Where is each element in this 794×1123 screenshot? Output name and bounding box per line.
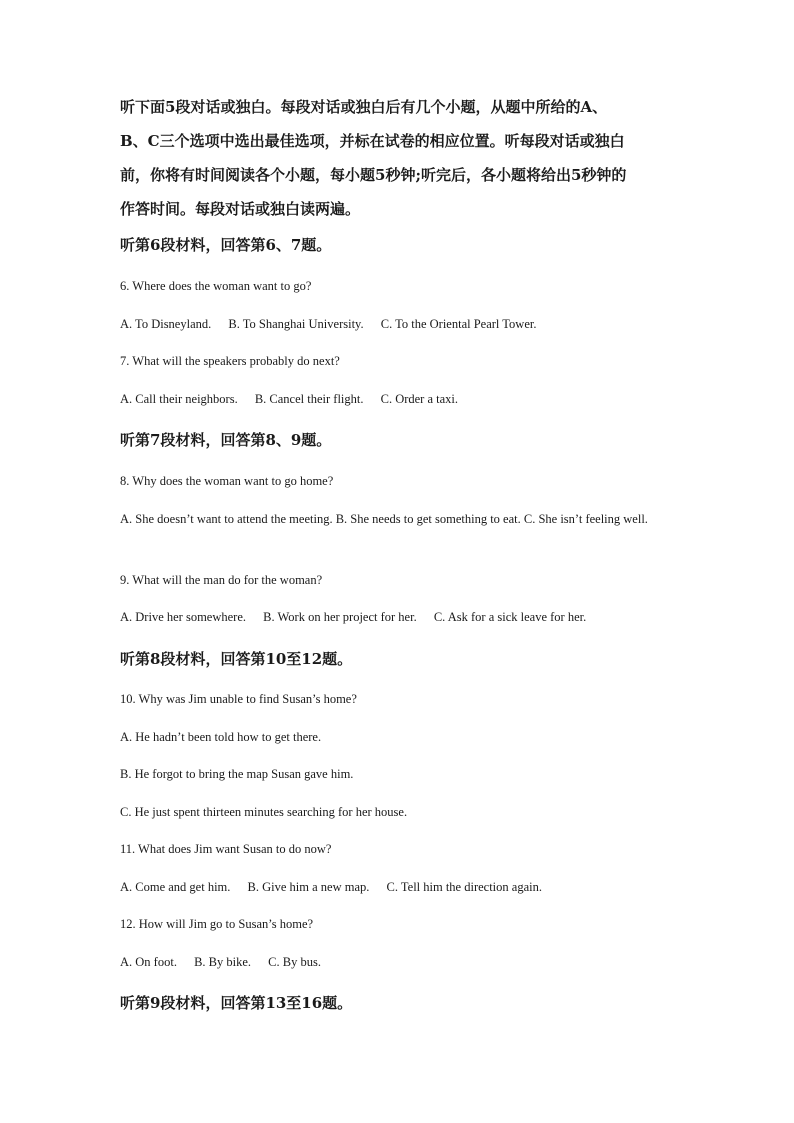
option-c: C. Tell him the direction again. — [386, 880, 542, 894]
question-11-options — [120, 880, 680, 895]
question-9-options — [120, 610, 680, 625]
option-b: B. Cancel their flight. — [254, 392, 364, 406]
question-12-options — [120, 955, 680, 970]
instructions-line-4: 作答时间。每段对话或独白读两遍。 — [120, 200, 361, 218]
option-b: B. Work on her project for her. — [263, 610, 417, 624]
option-c: C. By bus. — [268, 955, 321, 969]
section-heading-6: 听第6段材料，回答第6、7题。 — [120, 236, 332, 254]
question-7-stem: 7. What will the speakers probably do next? — [120, 354, 340, 368]
section-heading-9: 听第9段材料，回答第13至16题。 — [120, 994, 353, 1012]
question-8-options: A. She doesn’t want to attend the meeting. B. She needs to get something to eat. C. She isn’t feeling well. — [120, 512, 648, 526]
option-a: A. Call their neighbors. — [120, 392, 238, 406]
question-10-option-b: B. He forgot to bring the map Susan gave him. — [120, 767, 354, 781]
instructions-line-1: 听下面5段对话或独白。每段对话或独白后有几个小题，从题中所给的A、 — [120, 98, 608, 116]
section-heading-8: 听第8段材料，回答第10至12题。 — [120, 650, 353, 668]
question-10-stem: 10. Why was Jim unable to find Susan’s home? — [120, 692, 357, 706]
option-a: A. Drive her somewhere. — [120, 610, 246, 624]
instructions — [120, 90, 680, 226]
option-b: B. By bike. — [194, 955, 252, 969]
option-a: A. Come and get him. — [120, 880, 231, 894]
question-11-stem: 11. What does Jim want Susan to do now? — [120, 842, 332, 856]
option-c: C. Order a taxi. — [380, 392, 459, 406]
question-6-options — [120, 317, 680, 332]
question-9-stem: 9. What will the man do for the woman? — [120, 573, 323, 587]
instructions-line-2: B、C三个选项中选出最佳选项，并标在试卷的相应位置。听每段对话或独白 — [120, 132, 625, 150]
question-6-stem: 6. Where does the woman want to go? — [120, 279, 312, 293]
question-10-option-c: C. He just spent thirteen minutes searching for her house. — [120, 805, 408, 819]
question-8-stem: 8. Why does the woman want to go home? — [120, 474, 334, 488]
question-12-stem: 12. How will Jim go to Susan’s home? — [120, 917, 314, 931]
option-a: A. To Disneyland. — [120, 317, 212, 331]
option-a: A. On foot. — [120, 955, 177, 969]
section-heading-7: 听第7段材料，回答第8、9题。 — [120, 431, 332, 449]
question-10-option-a: A. He hadn’t been told how to get there. — [120, 730, 322, 744]
option-b: B. Give him a new map. — [247, 880, 370, 894]
instructions-line-3: 前，你将有时间阅读各个小题，每小题5秒钟;听完后，各小题将给出5秒钟的 — [120, 166, 627, 184]
option-c: C. To the Oriental Pearl Tower. — [380, 317, 537, 331]
option-b: B. To Shanghai University. — [228, 317, 364, 331]
question-7-options — [120, 392, 680, 407]
option-c: C. Ask for a sick leave for her. — [433, 610, 587, 624]
